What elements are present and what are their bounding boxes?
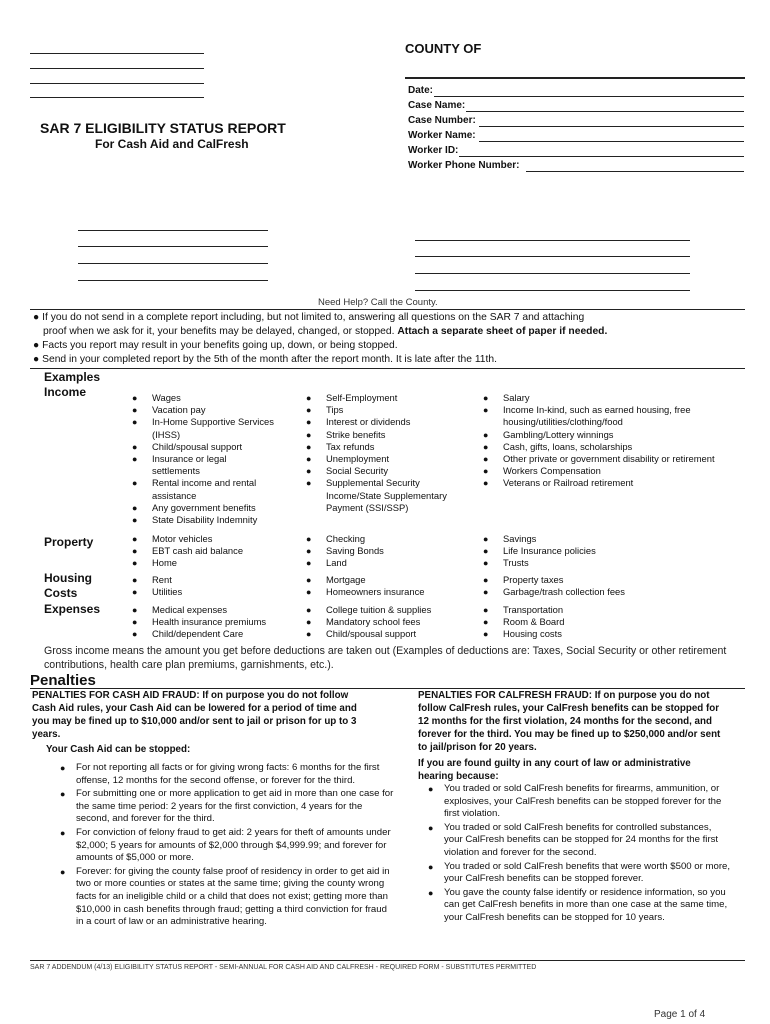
expense-item: ● Child/dependent Care <box>132 628 244 640</box>
expense-item: ● Room & Board <box>483 616 565 628</box>
bullet-icon: ● <box>132 546 138 557</box>
bullet-icon: ● <box>132 441 138 452</box>
return-address-line-2[interactable] <box>415 256 690 257</box>
income-item: ● Income In-kind, such as earned housing, free housing/utilities/clothing/food <box>483 404 691 428</box>
income-item: ● Interest or dividends <box>306 416 411 428</box>
bullet-icon: ● <box>306 575 312 585</box>
income-col-1 <box>132 392 277 526</box>
income-item: ● Vacation pay <box>132 404 206 416</box>
expenses-label: Expenses <box>44 602 101 616</box>
bullet-icon: ● <box>306 605 312 615</box>
bullet-icon: ● <box>428 861 434 872</box>
instructions <box>33 311 745 367</box>
expense-item: ● Mandatory school fees <box>306 616 421 628</box>
bullet-icon: ● <box>306 441 312 452</box>
income-item: ● In-Home Supportive Services (IHSS) <box>132 416 274 440</box>
bullet-icon: ● <box>306 534 312 544</box>
property-col-2 <box>306 533 476 570</box>
income-item: ● Child/spousal support <box>132 440 243 452</box>
income-item: ● Veterans or Railroad retirement <box>483 477 634 489</box>
address-line-3[interactable] <box>30 83 204 84</box>
income-col-2 <box>306 392 451 514</box>
expense-item: ● Medical expenses <box>132 604 228 615</box>
income-item: ● Gambling/Lottery winnings <box>483 428 614 440</box>
expenses-col-1 <box>132 604 302 641</box>
bullet-icon: ● <box>306 558 312 569</box>
income-item: ● Workers Compensation <box>483 465 601 477</box>
bullet-icon: ● <box>483 629 489 640</box>
housing-item: ● Property taxes <box>483 574 564 585</box>
cash-aid-penalties <box>32 689 392 930</box>
calfresh-penalty-item: ● You gave the county false identify or residence information, so you can get CalFresh benefits in more than one case at the same time, your CalFresh benefits can be stopped for 10 years. <box>428 886 728 923</box>
bullet-icon: ● <box>306 466 312 477</box>
bullet-icon: ● <box>132 617 138 628</box>
calfresh-guilty: If you are found guilty in any court of law or administrative hearing because: <box>418 758 691 782</box>
bullet-icon: ● <box>132 605 138 615</box>
property-item: ● EBT cash aid balance <box>132 545 244 557</box>
bullet-icon: ● <box>483 587 489 598</box>
cash-aid-title: PENALTIES FOR CASH AID FRAUD: If on purpose you do not follow Cash Aid rules, your Cash Aid can be lowered for a period of time and you may be fined up to $10,000 and/or sent to jail or prison for up to 3 years. <box>32 690 357 740</box>
bullet-icon: ● <box>306 629 312 640</box>
calfresh-penalty-item: ● You traded or sold CalFresh benefits that were worth $500 or more, your CalFresh benefits can be stopped forever. <box>428 860 731 885</box>
income-item: ● Tips <box>306 404 344 416</box>
field-case-name-label: Case Name: <box>408 100 466 111</box>
field-worker-id-label: Worker ID: <box>408 145 459 156</box>
property-col-1 <box>132 533 302 570</box>
bullet-icon: ● <box>483 478 489 489</box>
bullet-icon: ● <box>306 587 312 598</box>
bullet-icon: ● <box>33 340 40 351</box>
income-item: ● Unemployment <box>306 453 390 465</box>
return-address-line-4[interactable] <box>415 290 690 291</box>
bullet-icon: ● <box>483 558 489 569</box>
property-item: ● Home <box>132 557 178 569</box>
property-item: ● Motor vehicles <box>132 533 213 544</box>
field-date-label: Date: <box>408 85 434 96</box>
cash-aid-penalty-item: ● For conviction of felony fraud to get aid: 2 years for theft of amounts under $2,000; 5 years for amounts of $2,000 through $4,999.99; and forever for amounts of $5,000 or more. <box>60 826 391 864</box>
bullet-icon: ● <box>428 822 434 833</box>
cash-aid-stopped: Your Cash Aid can be stopped: <box>46 744 191 755</box>
income-item: ● Cash, gifts, loans, scholarships <box>483 440 633 452</box>
form-title: SAR 7 ELIGIBILITY STATUS REPORT <box>40 120 286 136</box>
recipient-address-line-3[interactable] <box>78 263 268 264</box>
income-item: ● Wages <box>132 392 181 403</box>
bullet-icon: ● <box>483 405 489 416</box>
recipient-address-line-2[interactable] <box>78 246 268 247</box>
property-item: ● Life Insurance policies <box>483 545 596 557</box>
costs-label: Costs <box>44 586 78 600</box>
expense-item: ● College tuition & supplies <box>306 604 432 615</box>
bullet-icon: ● <box>60 789 66 800</box>
calfresh-title: PENALTIES FOR CALFRESH FRAUD: If on purpose you do not follow CalFresh rules, your CalFresh benefits can be stopped for 12 months for the first violation, 24 months for the second, and forever for the third. You may be fined up to $250,000 and/or sent to jail/prison for 20 years. <box>418 690 721 753</box>
expense-item: ● Housing costs <box>483 628 562 640</box>
bullet-icon: ● <box>132 575 138 585</box>
bullet-icon: ● <box>306 478 312 489</box>
penalties-heading: Penalties <box>30 672 96 689</box>
income-item: ● Other private or government disability or retirement <box>483 453 715 465</box>
county-label: COUNTY OF <box>405 41 482 56</box>
housing-item: ● Utilities <box>132 586 183 598</box>
bullet-icon: ● <box>306 429 312 440</box>
address-line-1[interactable] <box>30 53 204 54</box>
calfresh-penalty-item: ● You traded or sold CalFresh benefits for firearms, ammunition, or explosives, your CalFresh benefits can be stopped forever for the first violation. <box>428 783 722 820</box>
bullet-icon: ● <box>60 763 66 773</box>
property-item: ● Savings <box>483 533 537 544</box>
housing-col-2 <box>306 574 476 598</box>
income-item: ● Insurance or legal settlements <box>132 453 227 477</box>
property-item: ● Trusts <box>483 557 529 569</box>
cash-aid-items <box>32 762 397 929</box>
bullet-icon: ● <box>483 546 489 557</box>
examples-heading: Examples <box>44 370 101 384</box>
housing-item: ● Garbage/trash collection fees <box>483 586 625 598</box>
help-divider <box>30 309 745 310</box>
bullet-icon: ● <box>483 441 489 452</box>
bullet-icon: ● <box>428 784 434 794</box>
field-worker-name-label: Worker Name: <box>408 130 476 141</box>
bullet-icon: ● <box>306 417 312 428</box>
county-divider <box>405 77 745 79</box>
return-address-line-3[interactable] <box>415 273 690 274</box>
income-item: ● Social Security <box>306 465 389 477</box>
instruction-1: ● If you do not send in a complete report including, but not limited to, answering all questions on the SAR 7 and attaching <box>33 312 585 323</box>
bullet-icon: ● <box>306 617 312 628</box>
bullet-icon: ● <box>132 393 138 403</box>
income-label: Income <box>44 385 87 399</box>
bullet-icon: ● <box>60 827 66 838</box>
cash-aid-penalty-item: ● For not reporting all facts or for giving wrong facts: 6 months for the first offense, 12 months for the second offense, or forever for the third. <box>60 762 380 786</box>
form-subtitle: For Cash Aid and CalFresh <box>95 137 249 151</box>
bullet-icon: ● <box>132 405 138 416</box>
field-date-line[interactable] <box>434 96 744 97</box>
bullet-icon: ● <box>306 454 312 465</box>
footer-divider <box>30 960 745 961</box>
instruction-1-cont: proof when we ask for it, your benefits may be delayed, changed, or stopped. Attach a separate sheet of paper if needed. <box>43 326 608 337</box>
property-col-3 <box>483 533 735 570</box>
calfresh-items <box>418 783 730 925</box>
bullet-icon: ● <box>132 587 138 598</box>
housing-item: ● Mortgage <box>306 574 366 585</box>
instruction-1-bold: Attach a separate sheet of paper if needed. <box>397 326 608 337</box>
property-item: ● Checking <box>306 533 366 544</box>
housing-label: Housing <box>44 571 92 585</box>
instruction-2: ● Facts you report may result in your benefits going up, down, or being stopped. <box>33 340 398 351</box>
recipient-address-line-1[interactable] <box>78 230 268 231</box>
housing-item: ● Homeowners insurance <box>306 586 425 598</box>
property-label: Property <box>44 535 94 549</box>
bullet-icon: ● <box>483 617 489 628</box>
bullet-icon: ● <box>60 866 66 877</box>
income-item: ● Any government benefits <box>132 501 256 513</box>
calfresh-penalties <box>418 689 731 926</box>
field-worker-phone-label: Worker Phone Number: <box>408 160 520 171</box>
field-worker-phone-line[interactable] <box>526 171 744 172</box>
bullet-icon: ● <box>132 417 138 428</box>
bullet-icon: ● <box>132 515 138 526</box>
income-item: ● Strike benefits <box>306 428 386 440</box>
expense-item: ● Health insurance premiums <box>132 616 267 628</box>
bullet-icon: ● <box>483 429 489 440</box>
expenses-col-2 <box>306 604 476 641</box>
bullet-icon: ● <box>483 466 489 477</box>
return-address-line-1[interactable] <box>415 240 690 241</box>
bullet-icon: ● <box>306 393 312 403</box>
income-item: ● Self-Employment <box>306 392 398 403</box>
income-item: ● Rental income and rental assistance <box>132 477 257 501</box>
bullet-icon: ● <box>132 454 138 465</box>
bullet-icon: ● <box>132 478 138 489</box>
gross-income-note: Gross income means the amount you get before deductions are taken out (Examples of deductions are: Taxes, Social Security or other retirement contributions, health care plan premiums, garnishments, etc.). <box>44 645 727 671</box>
income-item: ● State Disability Indemnity <box>132 514 258 526</box>
bullet-icon: ● <box>483 605 489 615</box>
income-col-3 <box>483 392 735 490</box>
instructions-divider <box>30 368 745 369</box>
address-line-2[interactable] <box>30 68 204 69</box>
bullet-icon: ● <box>132 558 138 569</box>
bullet-icon: ● <box>483 534 489 544</box>
bullet-icon: ● <box>132 502 138 513</box>
bullet-icon: ● <box>483 393 489 403</box>
housing-col-1 <box>132 574 302 598</box>
help-text: Need Help? Call the County. <box>318 297 438 308</box>
bullet-icon: ● <box>306 405 312 416</box>
address-line-4[interactable] <box>30 97 204 98</box>
bullet-icon: ● <box>132 534 138 544</box>
expense-item: ● Transportation <box>483 604 564 615</box>
field-worker-name-line[interactable] <box>479 141 744 142</box>
field-case-name-line[interactable] <box>466 111 744 112</box>
bullet-icon: ● <box>33 312 40 323</box>
page-number: Page 1 of 4 <box>654 1009 706 1020</box>
recipient-address-line-4[interactable] <box>78 280 268 281</box>
expenses-col-3 <box>483 604 735 641</box>
cash-aid-penalty-item: ● Forever: for giving the county false proof of residency in order to get aid in two or more counties or states at the same time; giving the county wrong facts for an ineligible child or a child that does not exist; getting more than $10,000 in cash benefits through fraud; getting a third conviction for fraud in a court of law or an administrative hearing. <box>60 865 390 928</box>
property-item: ● Saving Bonds <box>306 545 384 557</box>
housing-col-3 <box>483 574 735 598</box>
bullet-icon: ● <box>306 546 312 557</box>
bullet-icon: ● <box>132 629 138 640</box>
cash-aid-penalty-item: ● For submitting one or more application to get aid in more than one case for the same time period: 2 years for the first conviction, 4 years for the second, and forever for the third. <box>60 788 394 825</box>
income-item: ● Salary <box>483 392 530 403</box>
property-item: ● Land <box>306 557 347 569</box>
form-id: SAR 7 ADDENDUM (4/13) ELIGIBILITY STATUS REPORT - SEMI-ANNUAL FOR CASH AID AND CALFRESH - REQUIRED FORM - SUBSTITUTES PERMITTED <box>30 964 537 971</box>
income-item: ● Tax refunds <box>306 440 375 452</box>
income-item: ● Supplemental Security Income/State Supplementary Payment (SSI/SSP) <box>306 477 447 513</box>
field-worker-id-line[interactable] <box>459 156 744 157</box>
bullet-icon: ● <box>483 575 489 585</box>
expense-item: ● Child/spousal support <box>306 628 417 640</box>
bullet-icon: ● <box>33 354 40 365</box>
field-case-number-line[interactable] <box>479 126 744 127</box>
bullet-icon: ● <box>428 887 434 898</box>
field-case-number-label: Case Number: <box>408 115 476 126</box>
bullet-icon: ● <box>483 454 489 465</box>
housing-item: ● Rent <box>132 574 172 585</box>
instruction-3: ● Send in your completed report by the 5th of the month after the report month. It is late after the 11th. <box>33 354 497 365</box>
calfresh-penalty-item: ● You traded or sold CalFresh benefits for controlled substances, your CalFresh benefits can be stopped for 24 months for the first violation and forever for the second. <box>428 821 719 858</box>
